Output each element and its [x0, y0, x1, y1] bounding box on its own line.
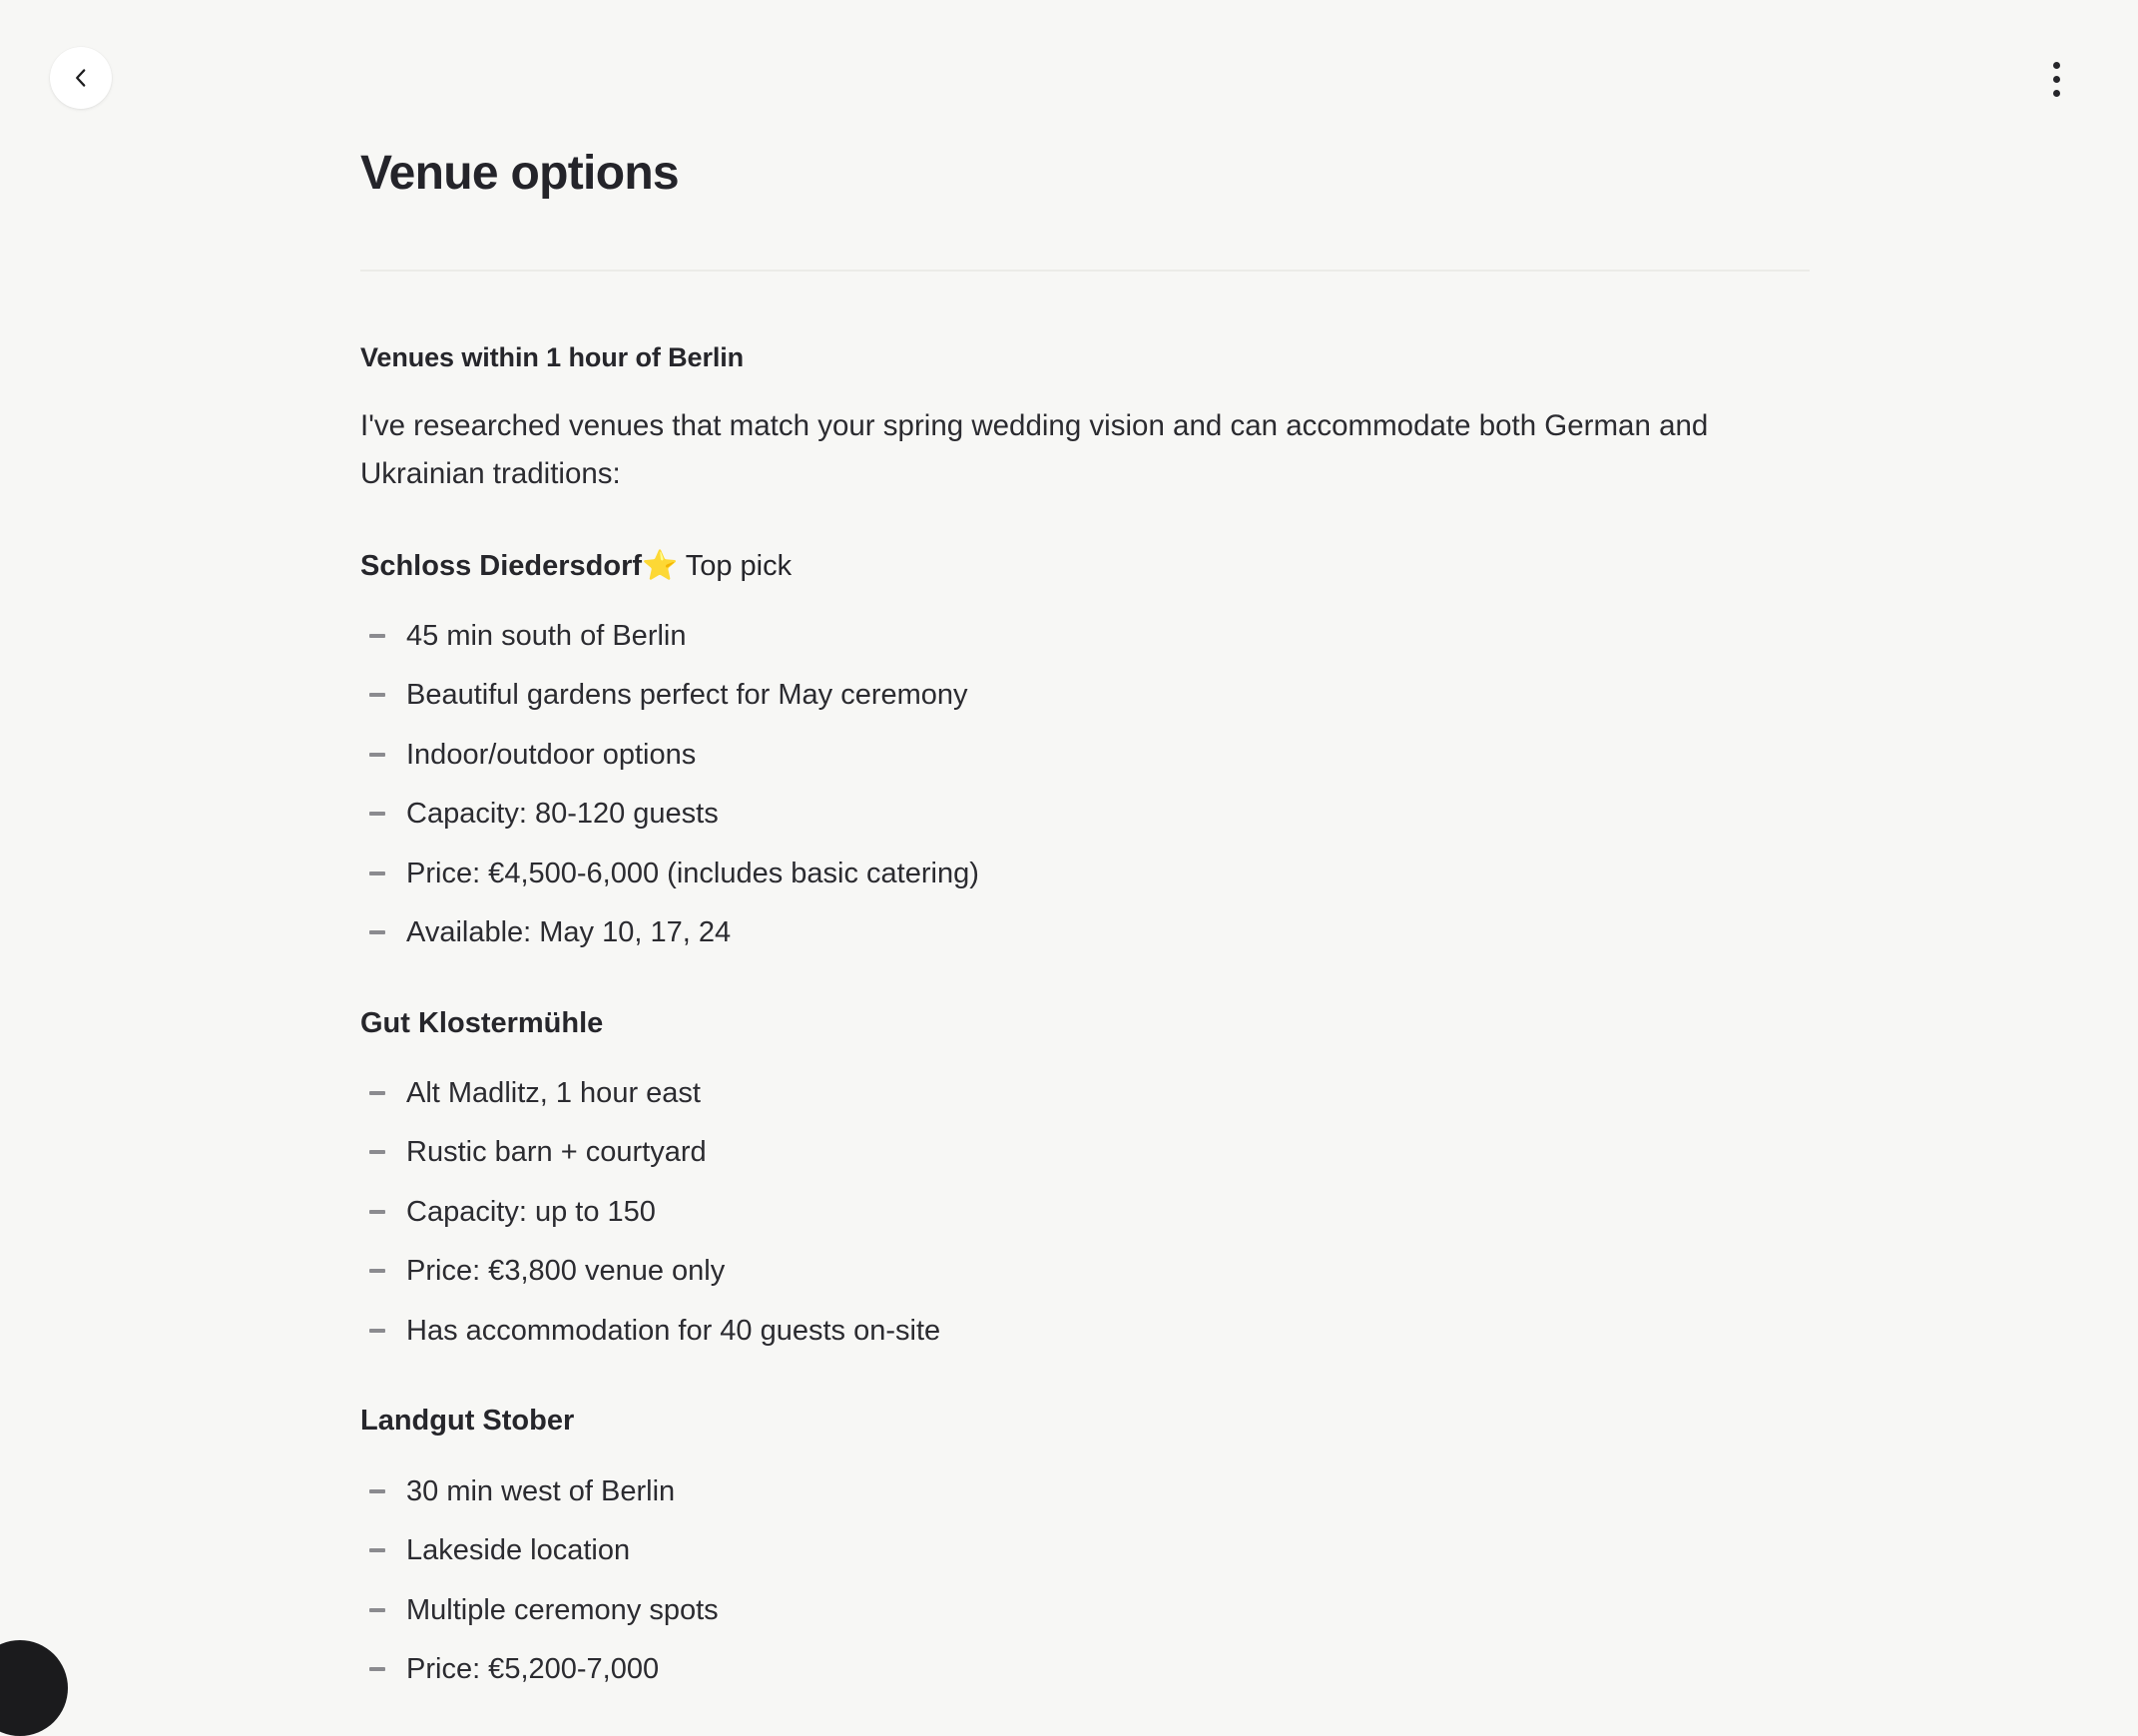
list-item-text: Multiple ceremony spots — [406, 1593, 719, 1626]
list-item-text: Price: €4,500-6,000 (includes basic catering) — [406, 857, 979, 889]
venue-name: Gut Klostermühle — [360, 1006, 604, 1039]
list-item-text: Alt Madlitz, 1 hour east — [406, 1076, 701, 1109]
dash-bullet-icon — [369, 871, 385, 875]
page-title: Venue options — [360, 147, 679, 200]
star-icon: ⭐ — [642, 549, 679, 582]
list-item — [360, 1310, 1810, 1354]
venue-bullets-schloss-diedersdorf — [360, 615, 1810, 955]
list-item — [360, 1250, 1810, 1294]
list-item — [360, 674, 1810, 718]
more-vertical-icon-dot — [2053, 62, 2060, 69]
list-item-text: Price: €3,800 venue only — [406, 1255, 726, 1288]
list-item — [360, 853, 1810, 896]
venue-name: Landgut Stober — [360, 1405, 575, 1438]
dash-bullet-icon — [369, 1667, 385, 1671]
list-item — [360, 1529, 1810, 1573]
dash-bullet-icon — [369, 1150, 385, 1154]
dash-bullet-icon — [369, 1091, 385, 1095]
list-item-text: Price: €5,200-7,000 — [406, 1653, 660, 1686]
back-button[interactable] — [50, 47, 112, 109]
dash-bullet-icon — [369, 812, 385, 816]
list-item-text: Has accommodation for 40 guests on-site — [406, 1314, 941, 1347]
dash-bullet-icon — [369, 1210, 385, 1214]
venue-heading-gut-klostermuhle — [360, 1004, 1810, 1043]
more-vertical-icon-dot — [2053, 90, 2060, 97]
document-content — [360, 0, 1810, 1692]
venue-name: Schloss Diedersdorf — [360, 549, 643, 582]
venue-heading-schloss-diedersdorf — [360, 547, 1810, 586]
dash-bullet-icon — [369, 634, 385, 638]
dash-bullet-icon — [369, 1489, 385, 1493]
list-item-text: Capacity: 80-120 guests — [406, 798, 719, 831]
list-item — [360, 734, 1810, 778]
venue-bullets-landgut-stober — [360, 1470, 1810, 1692]
list-item-text: Capacity: up to 150 — [406, 1195, 656, 1228]
dash-bullet-icon — [369, 1608, 385, 1612]
intro-paragraph: I've researched venues that match your spring wedding vision and can accommodate both German and Ukrainian traditions: — [360, 409, 1709, 490]
more-options-button[interactable] — [2036, 48, 2076, 110]
list-item — [360, 1131, 1810, 1175]
list-item — [360, 1648, 1810, 1692]
list-item-text: Lakeside location — [406, 1534, 631, 1567]
title-divider — [360, 270, 1810, 272]
list-item-text: 45 min south of Berlin — [406, 619, 687, 652]
list-item — [360, 1191, 1810, 1235]
more-vertical-icon-dot — [2053, 76, 2060, 83]
venue-badge-label: Top pick — [685, 549, 793, 582]
dash-bullet-icon — [369, 930, 385, 934]
list-item-text: Beautiful gardens perfect for May ceremony — [406, 679, 968, 712]
list-item-text: Available: May 10, 17, 24 — [406, 916, 732, 949]
list-item — [360, 1072, 1810, 1116]
venue-bullets-gut-klostermuhle — [360, 1072, 1810, 1354]
dash-bullet-icon — [369, 693, 385, 697]
dash-bullet-icon — [369, 1548, 385, 1552]
list-item-text: Indoor/outdoor options — [406, 738, 697, 771]
venue-heading-landgut-stober — [360, 1402, 1810, 1441]
dash-bullet-icon — [369, 1329, 385, 1333]
dash-bullet-icon — [369, 1269, 385, 1273]
list-item — [360, 1470, 1810, 1514]
list-item — [360, 793, 1810, 837]
list-item — [360, 1589, 1810, 1633]
list-item-text: 30 min west of Berlin — [406, 1474, 676, 1507]
section-heading: Venues within 1 hour of Berlin — [360, 341, 745, 372]
list-item — [360, 911, 1810, 955]
list-item-text: Rustic barn + courtyard — [406, 1136, 707, 1169]
dash-bullet-icon — [369, 753, 385, 757]
list-item — [360, 615, 1810, 659]
chevron-left-icon — [68, 65, 94, 91]
